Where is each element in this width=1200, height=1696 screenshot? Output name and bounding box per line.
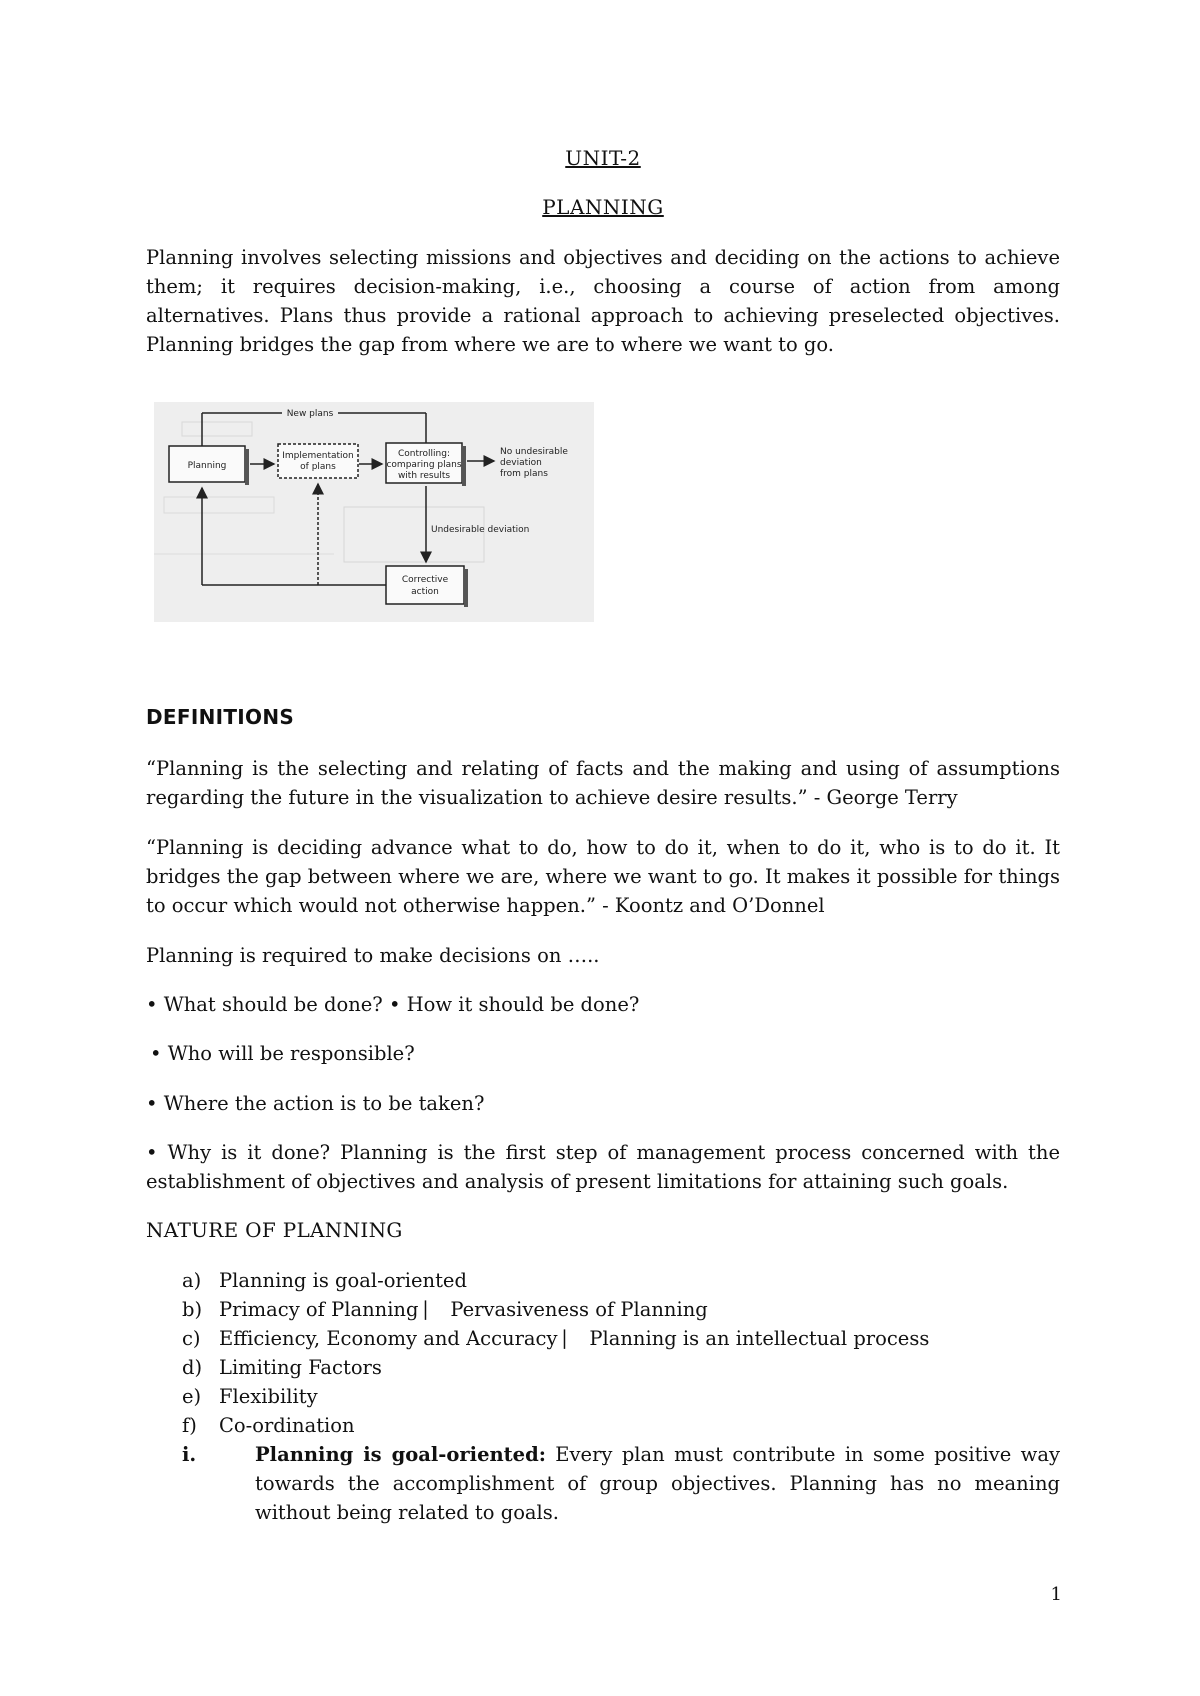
no-deviation-label-3: from plans — [500, 469, 548, 479]
definition-1-text: “Planning is the selecting and relating of facts and the making and using of assumptions regarding the future in the visualization to achieve desire results.” - George Terry — [146, 757, 1060, 809]
list-item-text: Primacy of Planning ⎸ Pervasiveness of Planning — [219, 1298, 708, 1321]
nature-list — [146, 1266, 1060, 1440]
list-item-text: Planning is goal-oriented — [219, 1269, 467, 1292]
bullet-4 — [146, 1138, 1060, 1196]
ghost-box — [164, 497, 274, 513]
list-item — [146, 1324, 1060, 1353]
list-marker: f) — [182, 1414, 197, 1437]
controlling-label-2: comparing plans — [386, 460, 462, 470]
point-i-title: Planning is goal-oriented: — [255, 1443, 546, 1466]
list-marker: d) — [182, 1356, 203, 1379]
required-line — [146, 941, 1060, 970]
definition-2-text: “Planning is deciding advance what to do, how to do it, when to do it, who is to do it. It bridges the gap between where we are, where we want to go. It makes it possible for things to occur which would not otherwise happen.” - Koontz and O’Donnel — [146, 836, 1060, 917]
ghost-box — [182, 422, 252, 436]
point-i-text: Every plan must contribute in some positive way towards the accomplishment of group objectives. Planning has no meaning without being related to goals. — [255, 1443, 1060, 1524]
controlling-label-3: with results — [397, 471, 451, 481]
no-deviation-label-2: deviation — [500, 458, 542, 468]
implementation-box — [278, 444, 358, 478]
bullet-1 — [146, 990, 1060, 1019]
corrective-label-2: action — [411, 587, 439, 597]
corrective-box — [386, 566, 464, 604]
undesirable-label: Undesirable deviation — [431, 525, 530, 535]
controlling-box-shadow — [462, 446, 466, 486]
bullet-4-text: • Why is it done? Planning is the first step of management process concerned with the establishment of objectives and analysis of present limitations for attaining such goals. — [146, 1141, 1060, 1193]
corrective-label-1: Corrective — [401, 575, 449, 585]
list-marker: b) — [182, 1298, 203, 1321]
intro-text: Planning involves selecting missions and objectives and deciding on the actions to achieve them; it requires decision-making, i.e., choosing a course of action from among alternatives. Plans thus provide a rational approach to achieving preselected objectives. Planning bridges the gap from where we are to where we want to go. — [146, 246, 1060, 356]
required-text: Planning is required to make decisions on ….. — [146, 944, 600, 967]
definition-1 — [146, 754, 1060, 812]
planning-control-diagram — [154, 402, 594, 622]
bullet-3 — [146, 1089, 1060, 1118]
nature-heading: NATURE OF PLANNING — [146, 1218, 403, 1242]
bullet-2 — [150, 1039, 1064, 1068]
list-item — [146, 1266, 1060, 1295]
definition-2 — [146, 833, 1060, 920]
list-item-text: Efficiency, Economy and Accuracy ⎸ Planning is an intellectual process — [219, 1327, 930, 1350]
unit-title: UNIT-2 — [565, 146, 641, 170]
implementation-label-1: Implementation — [282, 451, 354, 461]
list-item — [146, 1353, 1060, 1382]
diagram-svg — [154, 402, 594, 622]
bullet-2-text: • Who will be responsible? — [150, 1042, 415, 1065]
corrective-box-shadow — [464, 569, 468, 607]
list-marker: c) — [182, 1327, 201, 1350]
page-number: 1 — [1050, 1584, 1062, 1605]
list-marker: a) — [182, 1269, 202, 1292]
list-item-text: Co-ordination — [219, 1414, 355, 1437]
list-item — [146, 1382, 1060, 1411]
bullet-1-text: • What should be done? • How it should be done? — [146, 993, 640, 1016]
no-deviation-label-1: No undesirable — [500, 447, 568, 457]
section-title: PLANNING — [542, 195, 664, 219]
new-plans-label: New plans — [286, 409, 334, 419]
point-i — [146, 1440, 1060, 1527]
bullet-3-text: • Where the action is to be taken? — [146, 1092, 485, 1115]
planning-box-shadow — [245, 449, 249, 485]
intro-paragraph — [146, 243, 1060, 359]
point-i-marker: i. — [182, 1443, 197, 1466]
definitions-heading: DEFINITIONS — [146, 705, 295, 729]
controlling-label-1: Controlling: — [398, 449, 450, 459]
list-marker: e) — [182, 1385, 202, 1408]
list-item-text: Limiting Factors — [219, 1356, 382, 1379]
list-item — [146, 1411, 1060, 1440]
implementation-label-2: of plans — [300, 462, 336, 472]
planning-label: Planning — [187, 461, 227, 471]
list-item-text: Flexibility — [219, 1385, 318, 1408]
list-item — [146, 1295, 1060, 1324]
